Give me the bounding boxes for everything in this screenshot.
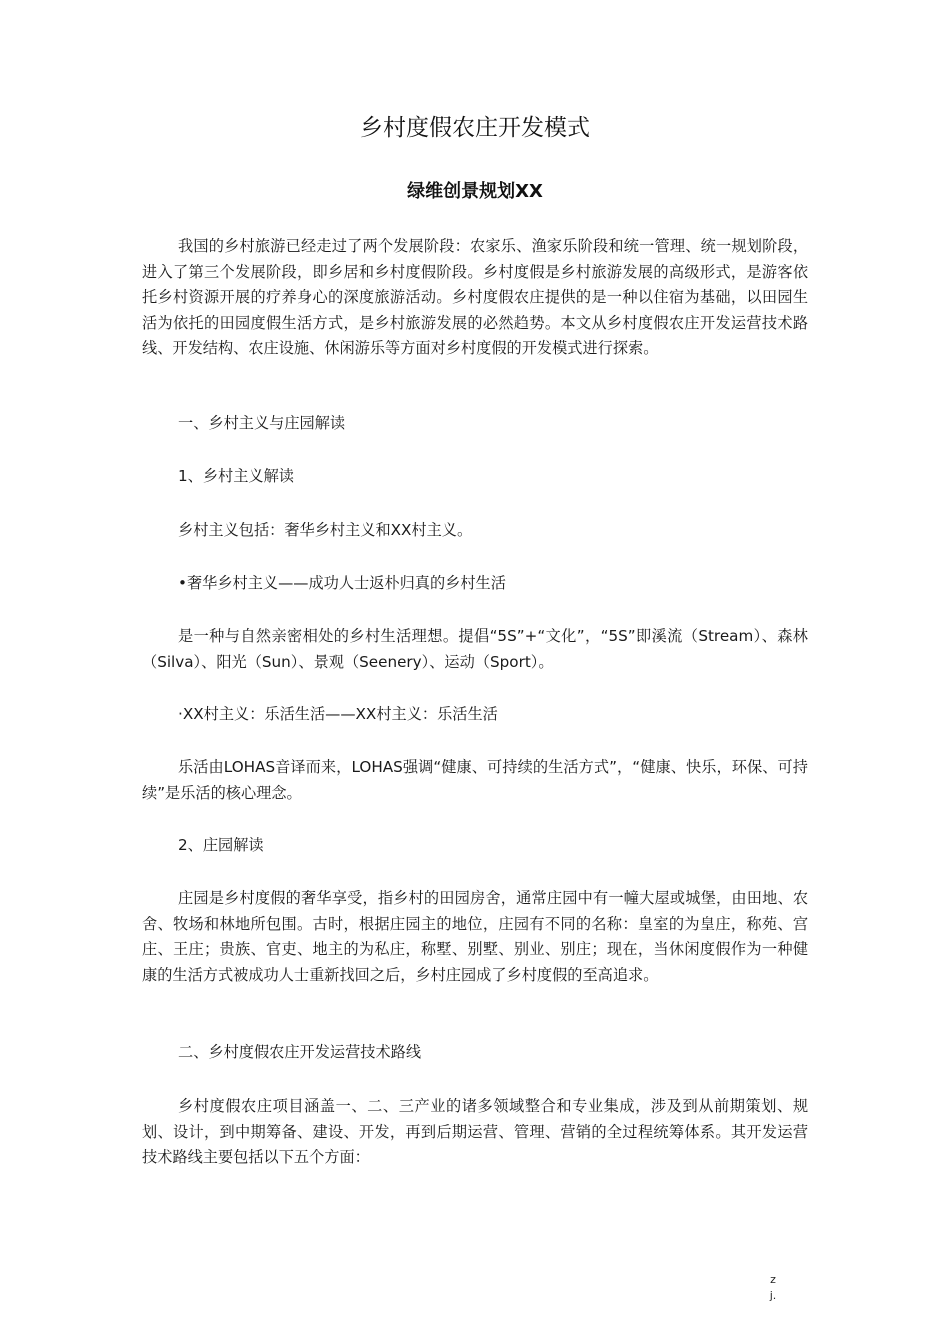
intro-paragraph: 我国的乡村旅游已经走过了两个发展阶段：农家乐、渔家乐阶段和统一管理、统一规划阶段，进入了第三个发展阶段，即乡居和乡村度假阶段。乡村度假是乡村旅游发展的高级形式，是游客依托乡村资源开展的疗养身心的深度旅游活动。乡村度假农庄提供的是一种以住宿为基础，以田园生活为依托的田园度假生活方式，是乡村旅游发展的必然趋势。本文从乡村度假农庄开发运营技术路线、开发结构、农庄设施、休闲游乐等方面对乡村度假的开发模式进行探索。	[142, 237, 808, 357]
section-heading-1: 一、乡村主义与庄园解读	[178, 414, 346, 432]
subsection-heading-1: 1、乡村主义解读	[178, 467, 294, 485]
document-subtitle: 绿维创景规划XX	[407, 181, 543, 202]
page-footer-mark: zj.	[769, 1273, 777, 1302]
subsection-paragraph-2: 庄园是乡村度假的奢华享受，指乡村的田园房舍，通常庄园中有一幢大屋或城堡，由田地、农舍、牧场和林地所包围。古时，根据庄园主的地位，庄园有不同的名称：皇室的为皇庄，称苑、宫庄、王庄；贵族、官吏、地主的为私庄，称墅、别墅、别业、别庄；现在，当休闲度假作为一种健康的生活方式被成功人士重新找回之后，乡村庄园成了乡村度假的至高追求。	[142, 889, 808, 984]
section-heading-2: 二、乡村度假农庄开发运营技术路线	[178, 1043, 421, 1061]
document-title: 乡村度假农庄开发模式	[360, 115, 590, 141]
subsection-heading-2: 2、庄园解读	[178, 836, 264, 854]
section-paragraph-2: 乡村度假农庄项目涵盖一、二、三产业的诸多领域整合和专业集成，涉及到从前期策划、规划、设计，到中期筹备、建设、开发，再到后期运营、管理、营销的全过程统筹体系。其开发运营技术路线主要包括以下五个方面：	[142, 1097, 808, 1166]
bullet-heading-2: ·XX村主义：乐活生活——XX村主义：乐活生活	[178, 705, 498, 723]
bullet-paragraph-1: 是一种与自然亲密相处的乡村生活理想。提倡“5S”+“文化”，“5S”即溪流（Stream）、森林（Silva）、阳光（Sun）、景观（Seenery）、运动（Sport）。	[142, 627, 808, 671]
bullet-paragraph-2: 乐活由LOHAS音译而来，LOHAS强调“健康、可持续的生活方式”，“健康、快乐，环保、可持续”是乐活的核心理念。	[142, 758, 808, 802]
subsection-intro-1: 乡村主义包括：奢华乡村主义和XX村主义。	[178, 521, 473, 539]
bullet-heading-1: •奢华乡村主义——成功人士返朴归真的乡村生活	[178, 574, 506, 592]
